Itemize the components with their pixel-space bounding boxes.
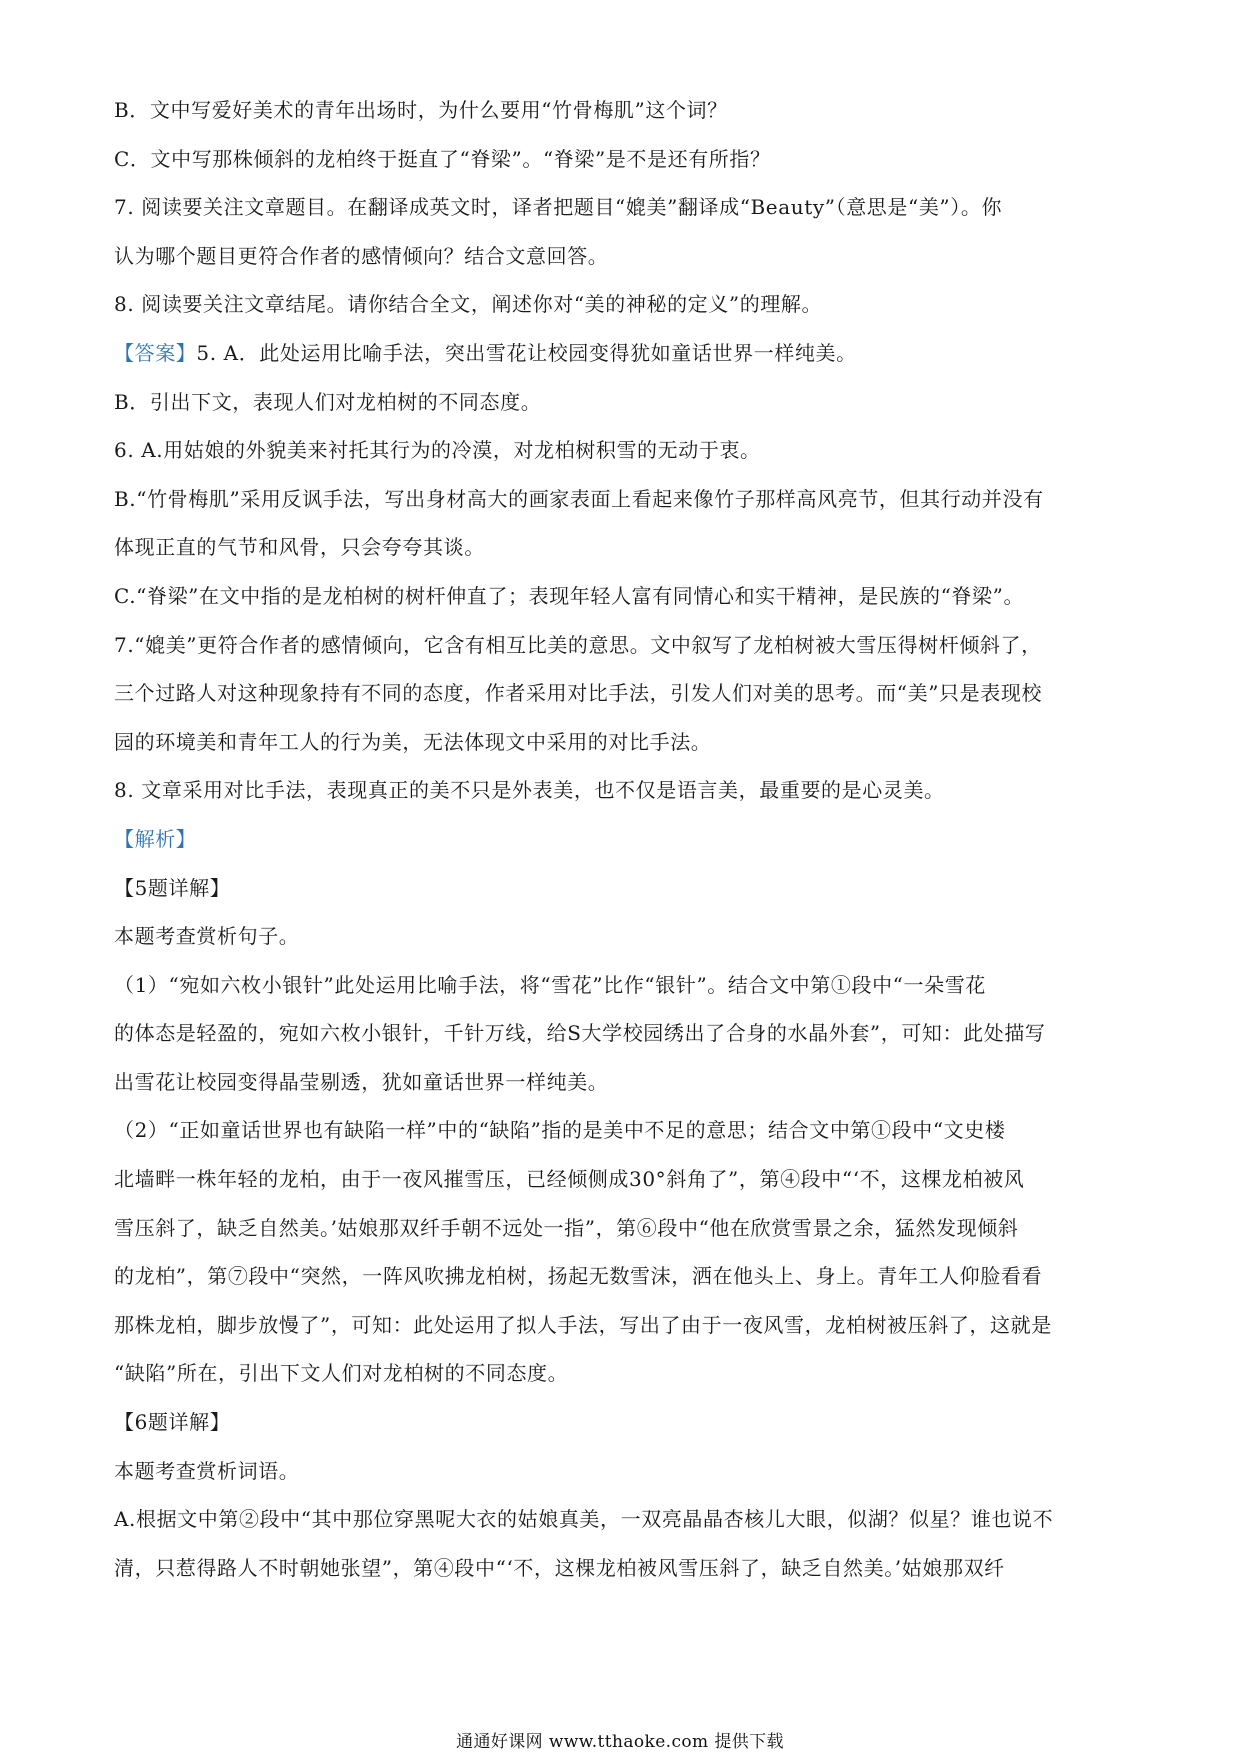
text-line: 那株龙柏，脚步放慢了”，可知：此处运用了拟人手法，写出了由于一夜风雪，龙柏树被压斜了，这就是 xyxy=(114,1312,1052,1337)
text-line: 出雪花让校园变得晶莹剔透，犹如童话世界一样纯美。 xyxy=(114,1069,609,1094)
document-body xyxy=(114,98,1124,1604)
text-line: 认为哪个题目更符合作者的感情倾向？结合文意回答。 xyxy=(114,243,609,268)
text-line: A.根据文中第②段中“其中那位穿黑呢大衣的姑娘真美，一双亮晶晶杏核儿大眼，似湖？似星？谁也说不 xyxy=(114,1507,1054,1532)
text-line: 6. A.用姑娘的外貌美来衬托其行为的冷漠，对龙柏树积雪的无动于衷。 xyxy=(114,438,761,463)
answer-tag: 【答案】 xyxy=(114,340,197,365)
text-line: 三个过路人对这种现象持有不同的态度，作者采用对比手法，引发人们对美的思考。而“美”只是表现校 xyxy=(114,681,1043,706)
text-line: （2）“正如童话世界也有缺陷一样”中的“缺陷”指的是美中不足的意思；结合文中第①段中“文史楼 xyxy=(114,1118,1006,1143)
text-line: 本题考查赏析词语。 xyxy=(114,1458,300,1483)
text-line: 7.“媲美”更符合作者的感情倾向，它含有相互比美的意思。文中叙写了龙柏树被大雪压得树杆倾斜了， xyxy=(114,632,1042,657)
text-line: 的体态是轻盈的，宛如六枚小银针，千针万线，给S大学校园绣出了合身的水晶外套”，可知：此处描写 xyxy=(114,1021,1046,1046)
text-line: 8. 文章采用对比手法，表现真正的美不只是外表美，也不仅是语言美，最重要的是心灵美。 xyxy=(114,778,945,803)
text-line: 清，只惹得路人不时朝她张望”，第④段中“‘不，这棵龙柏被风雪压斜了，缺乏自然美。’姑娘那双纤 xyxy=(114,1555,1005,1580)
text-line: 8. 阅读要关注文章结尾。请你结合全文，阐述你对“美的神秘的定义”的理解。 xyxy=(114,292,823,317)
text-line: 的龙柏”，第⑦段中“突然，一阵风吹拂龙柏树，扬起无数雪沫，洒在他头上、身上。青年工人仰脸看看 xyxy=(114,1264,1043,1289)
text-line: B．文中写爱好美术的青年出场时，为什么要用“竹骨梅肌”这个词？ xyxy=(114,98,728,122)
text-line: 体现正直的气节和风骨，只会夸夸其谈。 xyxy=(114,535,485,560)
analysis-tag: 【解析】 xyxy=(114,826,197,851)
text-line: C．文中写那株倾斜的龙柏终于挺直了“脊梁”。“脊梁”是不是还有所指？ xyxy=(114,146,771,171)
text-line: （1）“宛如六枚小银针”此处运用比喻手法，将“雪花”比作“银针”。结合文中第①段中“一朵雪花 xyxy=(114,972,986,997)
section-heading: 【5题详解】 xyxy=(114,875,231,900)
text-line: C.“脊梁”在文中指的是龙柏树的树杆伸直了；表现年轻人富有同情心和实干精神，是民族的“脊梁”。 xyxy=(114,583,1025,608)
text-line: “缺陷”所在，引出下文人们对龙柏树的不同态度。 xyxy=(114,1361,569,1386)
text-line: 本题考查赏析句子。 xyxy=(114,924,300,949)
text-line: 雪压斜了，缺乏自然美。’姑娘那双纤手朝不远处一指”，第⑥段中“他在欣赏雪景之余，猛然发现倾斜 xyxy=(114,1215,1019,1240)
page-footer: 通通好课网 www.tthaoke.com 提供下载 xyxy=(456,1732,784,1752)
text-line: 7. 阅读要关注文章题目。在翻译成英文时，译者把题目“媲美”翻译成“Beauty”（意思是“美”）。你 xyxy=(114,195,1003,220)
text-line: B．引出下文，表现人们对龙柏树的不同态度。 xyxy=(114,389,542,414)
section-heading: 【6题详解】 xyxy=(114,1410,231,1435)
text-line: B.“竹骨梅肌”采用反讽手法，写出身材高大的画家表面上看起来像竹子那样高风亮节，但其行动并没有 xyxy=(114,486,1044,511)
text-line: 北墙畔一株年轻的龙柏，由于一夜风摧雪压，已经倾侧成30°斜角了”，第④段中“‘不，这棵龙柏被风 xyxy=(114,1167,1025,1192)
answer-text: 5. A．此处运用比喻手法，突出雪花让校园变得犹如童话世界一样纯美。 xyxy=(196,340,857,365)
answer-line xyxy=(114,341,1124,365)
text-line: 园的环境美和青年工人的行为美，无法体现文中采用的对比手法。 xyxy=(114,729,712,754)
